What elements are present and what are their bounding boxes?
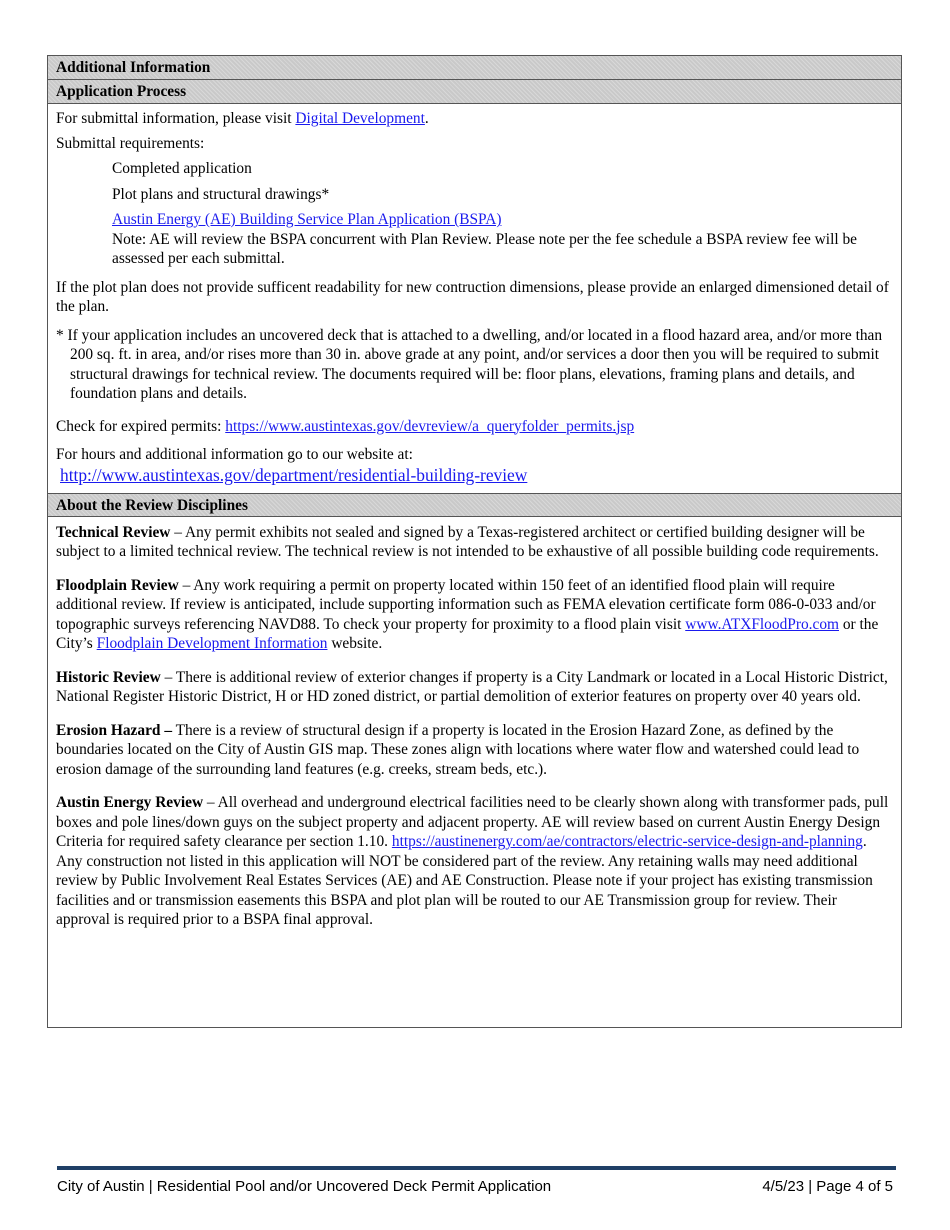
floodplain-review-title: Floodplain Review (56, 576, 179, 594)
historic-review-text: – There is additional review of exterior changes if property is a City Landmark or located in a Local Historic District, National Register Historic District, H or HD zoned district, or partial demolition of exterior features on property over 40 years old. (56, 668, 888, 705)
technical-review-title: Technical Review (56, 523, 171, 541)
application-process-section (48, 104, 901, 487)
erosion-hazard-paragraph (56, 721, 893, 780)
requirement-bspa (56, 210, 893, 269)
historic-review-title: Historic Review (56, 668, 161, 686)
footer-document-title: City of Austin | Residential Pool and/or Uncovered Deck Permit Application (57, 1178, 552, 1195)
austin-energy-review-title: Austin Energy Review (56, 794, 204, 811)
review-disciplines-section (48, 517, 901, 930)
ae-electric-service-design-link[interactable]: https://austinenergy.com/ae/contractors/electric-service-design-and-planning (391, 833, 863, 850)
residential-building-review-link[interactable]: http://www.austintexas.gov/department/residential-building-review (60, 464, 528, 485)
digital-development-link[interactable]: Digital Development (295, 110, 425, 127)
austin-energy-review-paragraph (56, 793, 893, 930)
bspa-note: Note: AE will review the BSPA concurrent with Plan Review. Please note per the fee schedule a BSPA review fee will be assessed per each submittal. (112, 230, 857, 267)
hours-info-text: For hours and additional information go to our website at: (56, 446, 413, 463)
additional-information-table (47, 55, 902, 1028)
page-footer (57, 1178, 896, 1196)
bspa-application-link[interactable]: Austin Energy (AE) Building Service Plan Application (BSPA) (112, 211, 502, 228)
austin-energy-review-text: – All overhead and underground electrical facilities need to be clearly shown along with transformer pads, pull boxes and pole lines/down guys on the subject property and adjacent property. AE will review based on current Austin Energy Design Criteria for required safety clearance per section 1.10. (56, 794, 889, 850)
floodplain-development-info-link[interactable]: Floodplain Development Information (96, 635, 328, 652)
erosion-hazard-text: There is a review of structural design if a property is located in the Erosion Hazard Zone, as defined by the boundaries located on the City of Austin GIS map. These zones align with locations where water flow and watershed could lead to erosion damage of the surrounding land features (e.g. creeks, stream beds, etc.). (56, 721, 860, 778)
footer-page-info: 4/5/23 | Page 4 of 5 (762, 1178, 893, 1195)
atx-flood-pro-link[interactable]: www.ATXFloodPro.com (685, 615, 839, 633)
submittal-requirements-label: Submittal requirements: (56, 134, 205, 152)
additional-information-header: Additional Information (48, 56, 901, 80)
application-process-header: Application Process (48, 80, 901, 104)
plot-plan-note: If the plot plan does not provide sufficent readability for new contruction dimensions, please provide an enlarged dimensioned detail of the plan. (56, 278, 889, 315)
expired-permits-line (56, 417, 893, 437)
requirement-completed-application: Completed application (112, 160, 252, 177)
requirement-plot-plans: Plot plans and structural drawings* (112, 185, 330, 203)
submittal-info-line (56, 109, 893, 129)
structural-drawings-footnote: * If your application includes an uncovered deck that is attached to a dwelling, and/or located in a flood hazard area, and/or more than 200 sq. ft. in area, and/or rises more than 30 in. above grade at any point, and/or services a door then you will be required to submit structural drawings for technical review. The documents required will be: floor plans, elevations, framing plans and details, and foundation plans and details. (56, 326, 883, 402)
floodplain-end-text: website. (327, 635, 383, 652)
about-review-disciplines-header: About the Review Disciplines (48, 493, 901, 517)
austin-energy-review-text-2: . Any construction not listed in this application will NOT be considered part of the review. Any retaining walls may need additional review by Public Involvement Real Estates Services (AE) and AE Construction. Please note if your project has existing transmission facilities and or transmission easements this BSPA and plot plan will be routed to our AE Transmission group for review. Their approval is required prior to a BSPA final approval. (56, 833, 873, 928)
expired-permits-link[interactable]: https://www.austintexas.gov/devreview/a_queryfolder_permits.jsp (225, 417, 635, 435)
expired-permits-text: Check for expired permits: (56, 417, 226, 435)
erosion-hazard-title: Erosion Hazard – (56, 721, 173, 739)
footer-divider (57, 1166, 896, 1170)
technical-review-paragraph (56, 523, 893, 562)
floodplain-mid-text: or the City’s (56, 615, 879, 652)
submittal-info-period: . (424, 110, 429, 127)
website-line (56, 465, 893, 487)
floodplain-review-paragraph (56, 576, 893, 654)
floodplain-review-text: – Any work requiring a permit on property located within 150 feet of an identified flood plain will require additional review. If review is anticipated, include supporting information such as FEMA elevation certificate form 086-0-033 and/or topographic surveys referencing NAVD88. To check your property for proximity to a flood plain visit (56, 576, 876, 633)
historic-review-paragraph (56, 668, 893, 707)
submittal-info-text: For submittal information, please visit (56, 110, 296, 127)
technical-review-text: – Any permit exhibits not sealed and signed by a Texas-registered architect or certified building designer will be subject to a limited technical review. The technical review is not intended to be exhaustive of all possible building code requirements. (56, 523, 879, 560)
